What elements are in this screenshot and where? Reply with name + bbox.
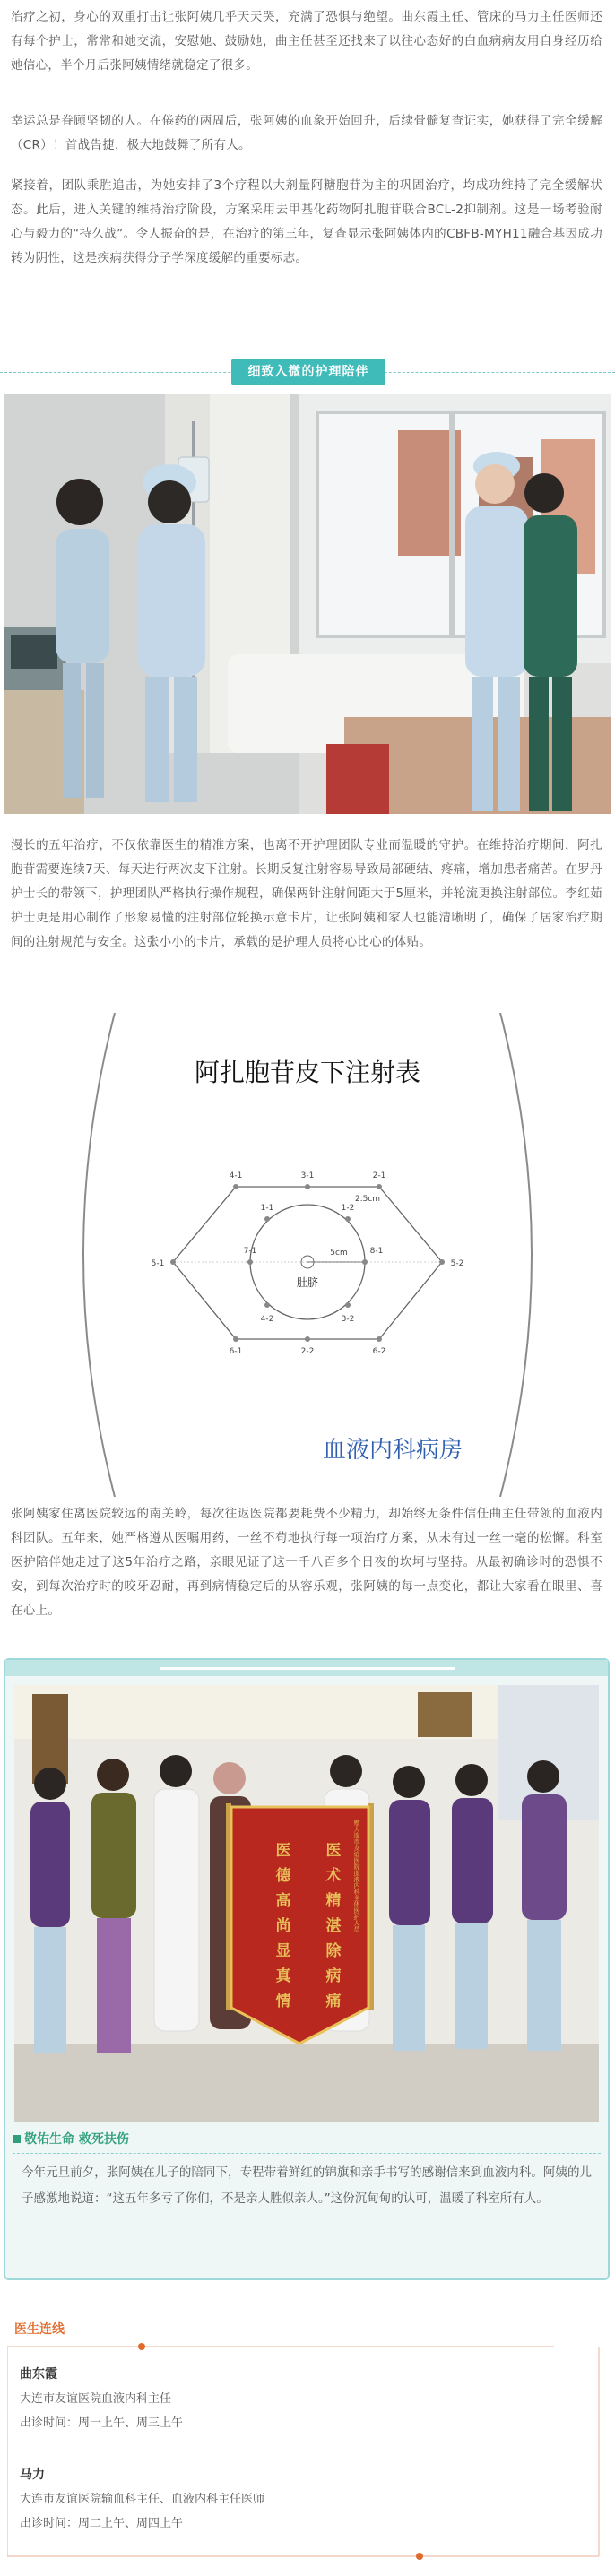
doctors-section-title: 医生连线 <box>14 2322 65 2337</box>
doctor-hours: 出诊时间：周一上午、周三上午 <box>20 2416 184 2430</box>
pennant-char: 德 <box>275 1867 291 1885</box>
award-section <box>4 1658 610 2280</box>
injection-card-title: 阿扎胞苷皮下注射表 <box>194 1059 421 1087</box>
site-label: 4-2 <box>260 1315 274 1324</box>
award-subhead-text: 敬佑生命 救死扶伤 <box>24 2132 129 2147</box>
section-banner: 细致入微的护理陪伴 <box>231 359 385 385</box>
site-label: 5-2 <box>450 1259 464 1268</box>
doctor-title: 大连市友谊医院血液内科主任 <box>20 2392 172 2406</box>
pennant-char: 医 <box>275 1842 291 1860</box>
pennant-side-text: 赠大连市友谊医院血液内科全体医护人员 <box>353 1820 360 1932</box>
pennant-char: 情 <box>275 1993 291 2010</box>
pennant-char: 高 <box>275 1892 291 1910</box>
award-topline <box>160 1667 455 1670</box>
site-label: 2-2 <box>300 1347 315 1356</box>
paragraph-patient: 张阿姨家住离医院较远的南关岭，每次往返医院都要耗费不少精力，却始终无条件信任曲主任带领的血液内科团队。五年来，她严格遵从医嘱用药，一丝不苟地执行每一项治疗方案，从未有过一丝一毫的松懈。科室医护陪伴她走过了这5年治疗之路，亲眼见证了这一千八百多个日夜的坎坷与坚持。从最初确诊时的恐惧不安，到每次治疗时的咬牙忍耐，再到病情稳定后的从容乐观，张阿姨的每一点变化，都让大家看在眼里、喜在心上。 <box>11 1507 602 1618</box>
award-subhead-divider <box>13 2153 601 2154</box>
navel-label: 肚脐 <box>296 1276 319 1289</box>
doctor-name: 马力 <box>20 2468 45 2482</box>
pennant-char: 湛 <box>325 1917 342 1935</box>
paragraph-treatment: 紧接着，团队乘胜追击，为她安排了3个疗程以大剂量阿糖胞苷为主的巩固治疗，均成功维持了完全缓解状态。此后，进入关键的维持治疗阶段，方案采用去甲基化药物阿扎胞苷联合BCL-2抑制剂。这是一场考验耐心与毅力的“持久战”。令人振奋的是，在治疗的第三年，复查显示张阿姨体内的CBFB-MYH11融合基因成功转为阴性，这是疾病获得分子学深度缓解的重要标志。 <box>11 178 602 265</box>
injection-rotation-card <box>79 1013 536 1497</box>
paragraph-remission: 幸运总是眷顾坚韧的人。在倦药的两周后，张阿姨的血象开始回升，后续骨髓复查证实，她获得了完全缓解（CR）！首战告捷，极大地鼓舞了所有人。 <box>11 114 602 152</box>
site-label: 7-1 <box>243 1247 257 1256</box>
doctor-hours: 出诊时间：周二上午、周四上午 <box>20 2517 184 2530</box>
site-label: 3-2 <box>341 1315 355 1324</box>
doctor-name: 曲东霞 <box>20 2367 57 2382</box>
paragraph-intro: 治疗之初，身心的双重打击让张阿姨几乎天天哭，充满了恐惧与绝望。曲东霞主任、管床的马力主任医师还有每个护士，常常和她交流，安慰她、鼓励她，曲主任甚至还找来了以往心态好的白血病病友用自身经历给她信心，半个月后张阿姨情绪就稳定了很多。 <box>11 10 602 73</box>
pennant-char: 病 <box>325 1967 342 1985</box>
doctor-card <box>20 2363 183 2435</box>
paragraph-nursing: 漫长的五年治疗，不仅依靠医生的精准方案，也离不开护理团队专业而温暖的守护。在维持治疗期间，阿扎胞苷需要连续7天、每天进行两次皮下注射。长期反复注射容易导致局部硬结、疼痛，增加患者痛苦。在罗丹护士长的带领下，护理团队严格执行操作规程，确保两针注射间距大于5厘米，并轮流更换注射部位。李红茹护士更是用心制作了形象易懂的注射部位轮换示意卡片，让张阿姨和家人也能清晰明了，确保了居家治疗期间的注射规范与安全。这张小小的卡片，承载的是护理人员将心比心的体贴。 <box>11 838 602 949</box>
pennant-char: 精 <box>325 1892 342 1910</box>
injection-diagram <box>79 1013 536 1497</box>
award-subhead <box>13 2130 129 2148</box>
award-photo <box>14 1685 599 2122</box>
department-label: 血液内科病房 <box>322 1437 463 1464</box>
pennant-char: 术 <box>325 1867 342 1885</box>
site-label: 1-2 <box>341 1204 355 1213</box>
award-paragraph: 今年元旦前夕，张阿姨在儿子的陪同下，专程带着鲜红的锦旗和亲手书写的感谢信来到血液内科。阿姨的儿子感激地说道：“这五年多亏了你们，不是亲人胜似亲人。”这份沉甸甸的认可，温暖了科室所有人。 <box>22 2165 592 2206</box>
pennant-char: 痛 <box>325 1993 342 2010</box>
pennant-char: 显 <box>275 1942 291 1960</box>
radius-label: 5cm <box>330 1249 348 1258</box>
site-label: 8-1 <box>369 1247 384 1256</box>
flag-icon <box>13 2135 21 2143</box>
pennant-char: 除 <box>325 1942 342 1960</box>
doctor-card <box>20 2463 264 2536</box>
site-label: 5-1 <box>151 1259 165 1268</box>
site-label: 1-1 <box>260 1204 274 1213</box>
pennant-char: 医 <box>325 1842 342 1860</box>
nursing-photo <box>4 394 611 814</box>
doctor-title: 大连市友谊医院输血科主任、血液内科主任医师 <box>20 2493 265 2506</box>
site-label: 2-1 <box>372 1171 386 1180</box>
site-label: 4-1 <box>229 1171 243 1180</box>
site-label: 6-2 <box>372 1347 386 1356</box>
pennant-char: 真 <box>275 1967 291 1985</box>
site-label: 3-1 <box>300 1171 315 1180</box>
site-label: 6-1 <box>229 1347 243 1356</box>
pennant-char: 尚 <box>275 1917 291 1935</box>
site-label: 2.5cm <box>354 1195 381 1204</box>
